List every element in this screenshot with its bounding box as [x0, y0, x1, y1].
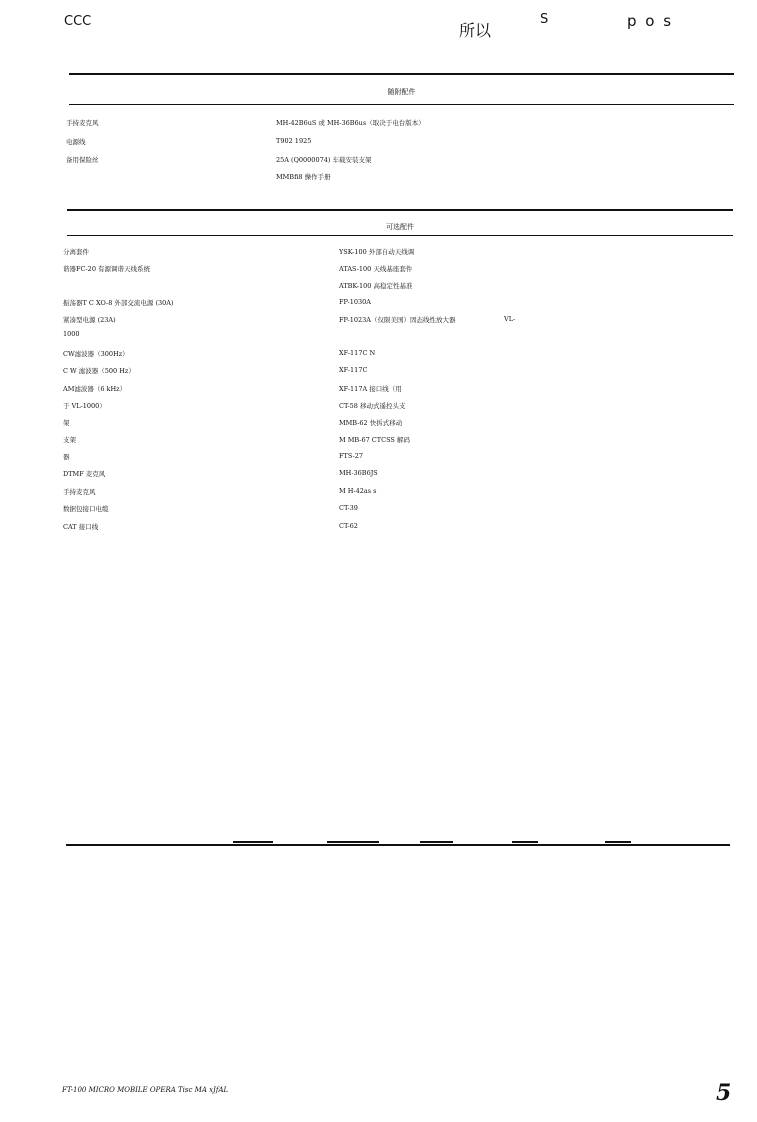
header-left: CCC	[64, 14, 92, 29]
optional-value: CT-39	[339, 504, 358, 512]
optional-label: 振荡器T C XO-8 外部交流电源 (30A)	[63, 299, 174, 307]
footer-text: FT-100 MICRO MOBILE OPERA Tisc MA xJfAL	[62, 1086, 229, 1094]
rule-tab-mark	[420, 841, 453, 843]
optional-label: 器	[63, 453, 70, 461]
rule-tab-mark	[327, 841, 379, 843]
optional-value: M H-42as s	[339, 487, 377, 495]
bottom-rule	[66, 844, 730, 846]
optional-label: DTMF 麦克风	[63, 470, 106, 478]
header-right: p o s	[627, 12, 674, 30]
included-value: MMBfi8 操作手册	[276, 173, 331, 181]
optional-value: CT-58 移动式遥控头支	[339, 402, 406, 410]
optional-label: 1000	[63, 330, 80, 338]
optional-label: CAT 接口线	[63, 523, 99, 531]
optional-value: M MB-67 CTCSS 解码	[339, 436, 410, 444]
rule-tab-mark	[512, 841, 538, 843]
optional-label: 分离套件	[63, 248, 89, 256]
header-s: S	[540, 12, 549, 27]
rule-tab-mark	[233, 841, 273, 843]
optional-value: CT-62	[339, 522, 358, 530]
optional-value-extra: VL-	[504, 315, 516, 323]
included-label: 电源线	[66, 138, 86, 146]
optional-label: 数据包接口电缆	[63, 505, 109, 513]
optional-label: AM滤波器（6 kHz）	[63, 385, 127, 393]
section-rule-top	[69, 73, 734, 75]
included-label: 备用保险丝	[66, 156, 99, 164]
optional-value: YSK-100 外部自动天线调	[339, 248, 415, 256]
optional-value: XF-117C N	[339, 349, 376, 357]
optional-label: 谐器FC-20 有源调谐天线系统	[63, 265, 151, 273]
optional-value: XF-117C	[339, 366, 368, 374]
included-value: 25A (Q0000074) 车载安装支架	[276, 156, 372, 164]
header-middle: 所以	[459, 21, 492, 40]
optional-label: C W 滤波器（500 Hz）	[63, 367, 135, 375]
section-rule-top	[67, 209, 733, 211]
optional-title: 可选配件	[386, 223, 414, 231]
optional-value: FTS-27	[339, 452, 364, 460]
optional-label: 于 VL-1000）	[63, 402, 106, 410]
included-value: T902 1925	[276, 137, 312, 145]
page-number: 5	[716, 1080, 732, 1106]
optional-label: 手持麦克风	[63, 488, 96, 496]
optional-value: MMB-62 快拆式移动	[339, 419, 403, 427]
included-title: 随附配件	[387, 88, 416, 96]
included-label: 手持麦克风	[66, 119, 99, 127]
optional-label: CW滤波器（300Hz）	[63, 350, 129, 358]
included-value: MH-42B6uS 或 MH-36B6us（取决于电台版本）	[276, 119, 425, 127]
optional-value: FP-1023A（仅限美国）固态线性放大器	[339, 316, 456, 324]
optional-value: XF-117A 接口线（用	[339, 385, 402, 393]
section-rule-bottom	[67, 235, 733, 236]
optional-value: MH-36B6JS	[339, 469, 378, 477]
section-rule-bottom	[69, 104, 734, 105]
optional-value: ATBK-100 高稳定性基准	[339, 282, 413, 290]
optional-label: 紧凑型电源 (23A)	[63, 316, 116, 324]
optional-label: 支架	[63, 436, 76, 444]
optional-value: ATAS-100 天线基座套件	[339, 265, 413, 273]
optional-label: 架	[63, 419, 70, 427]
optional-value: FP-1030A	[339, 298, 371, 306]
rule-tab-mark	[605, 841, 631, 843]
